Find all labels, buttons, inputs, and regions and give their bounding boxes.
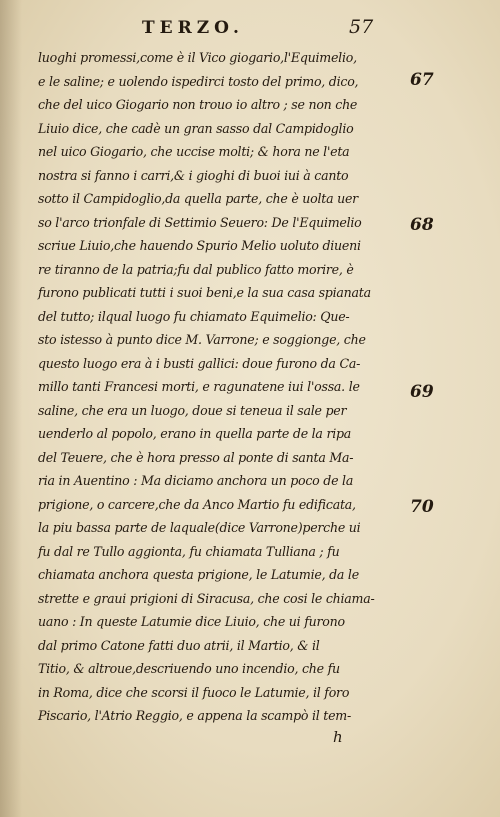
margin-note: 69 (410, 382, 434, 402)
text-line: uano : In queste Latumie dice Liuio, che ui furono (38, 614, 345, 629)
text-line: la piu bassa parte de laquale(dice Varrone)perche ui (38, 520, 361, 535)
body-text (38, 46, 410, 728)
text-line: sotto il Campidoglio,da quella parte, che è uolta uer (38, 191, 358, 206)
text-line: nel uico Giogario, che uccise molti; & hora ne l'eta (38, 144, 350, 159)
text-line: so l'arco trionfale di Settimio Seuero: De l'Equimelio (38, 214, 362, 230)
text-line: chiamata anchora questa prigione, le Latumie, da le (38, 567, 359, 582)
text-line: uenderlo al popolo, erano in quella parte de la ripa (38, 426, 352, 441)
text-line: del tutto; ilqual luogo fu chiamato Equimelio: Que- (38, 308, 350, 324)
running-title: TERZO. (142, 18, 244, 38)
text-line: luoghi promessi,come è il Vico giogario,l'Equimelio, (38, 50, 357, 65)
text-line: del Teuere, che è hora presso al ponte di santa Ma- (38, 449, 354, 465)
text-line: furono publicati tutti i suoi beni,e la sua casa spianata (38, 285, 371, 300)
text-line: dal primo Catone fatti duo atrii, il Martio, & il (38, 637, 320, 653)
text-line: sto istesso à punto dice M. Varrone; e soggionge, che (38, 332, 366, 347)
text-line: millo tanti Francesi morti, e ragunatene iui l'ossa. le (38, 379, 360, 394)
margin-note: 67 (410, 70, 434, 90)
text-line: questo luogo era à i busti gallici: doue furono da Ca- (38, 355, 361, 371)
text-line: strette e graui prigioni di Siracusa, che cosi le chiama- (38, 590, 375, 606)
text-line: prigione, o carcere,che da Anco Martio fu edificata, (38, 496, 356, 512)
text-line: Piscario, l'Atrio Reggio, e appena la scampò il tem- (38, 708, 351, 723)
text-line: nostra si fanno i carri,& i gioghi di buoi iui à canto (38, 167, 349, 183)
text-line: che del uico Giogario non trouo io altro ; se non che (38, 97, 358, 112)
text-line: Titio, & altroue,descriuendo uno incendio, che fu (38, 661, 340, 676)
page-number: 57 (349, 16, 374, 38)
text-line: in Roma, dice che scorsi il fuoco le Latumie, il foro (38, 684, 350, 700)
text-line: fu dal re Tullo aggionta, fu chiamata Tulliana ; fu (38, 543, 340, 559)
gutter-shadow (0, 0, 22, 817)
margin-note: 68 (410, 215, 434, 235)
text-line: Liuio dice, che cadè un gran sasso dal Campidoglio (38, 120, 354, 136)
text-line: e le saline; e uolendo ispedirci tosto del primo, dico, (38, 73, 359, 89)
text-line: ria in Auentino : Ma diciamo anchora un poco de la (38, 473, 354, 488)
text-line: saline, che era un luogo, doue si teneua il sale per (38, 402, 347, 418)
margin-note: 70 (410, 497, 434, 517)
catchword: h (333, 728, 343, 746)
text-line: scriue Liuio,che hauendo Spurio Melio uoluto diueni (38, 238, 361, 253)
text-line: re tiranno de la patria;fu dal publico fatto morire, è (38, 261, 354, 277)
